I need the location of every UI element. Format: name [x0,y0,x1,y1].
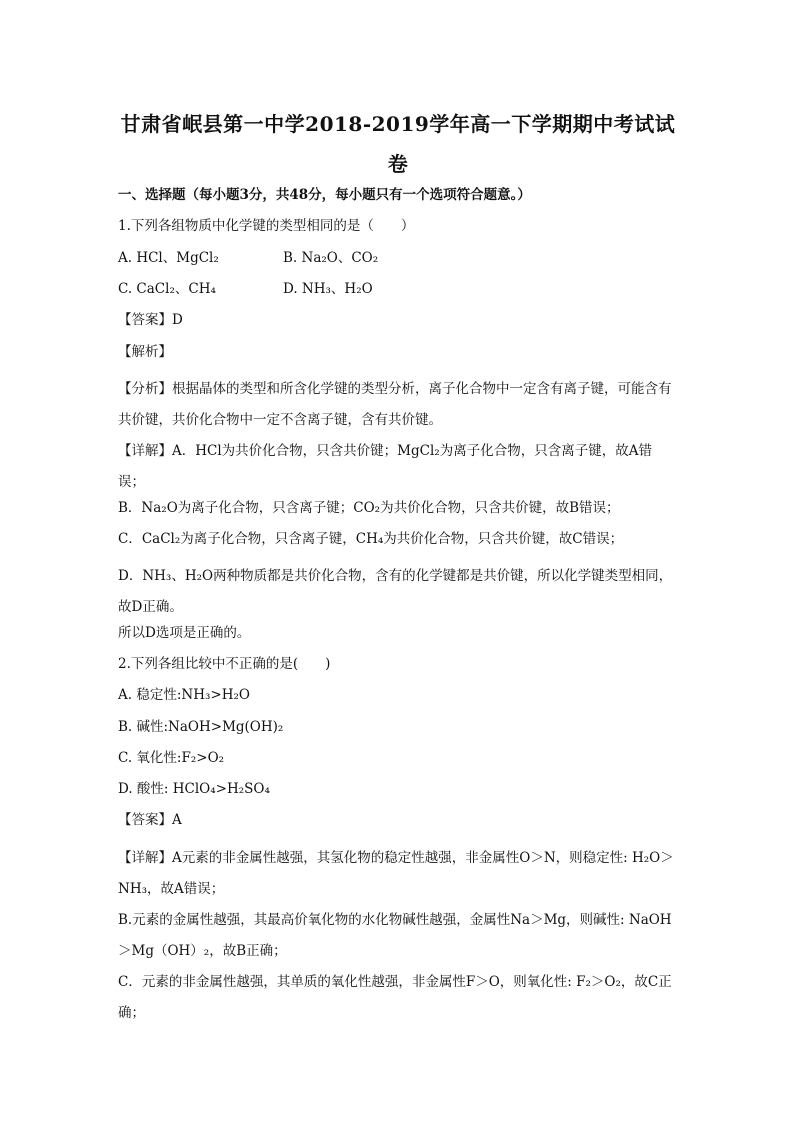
document-title: 甘肃省岷县第一中学2018-2019学年高一下学期期中考试试卷 [120,112,676,176]
q1-conclusion: 所以D选项是正确的。 [118,625,251,641]
q1-options-row-2 [118,280,678,299]
q2-option-b: B. 碱性:NaOH>Mg(OH)₂ [118,719,284,735]
document-page [118,0,678,1123]
q2-option-c: C. 氧化性:F₂>O₂ [118,750,225,766]
q2-detail-c: C．元素的非金属性越强，其单质的氧化性越强，非金属性F＞O，则氧化性: F₂＞O₂，故C正确； [118,974,672,1021]
q2-detail-b: B.元素的金属性越强，其最高价氧化物的水化物碱性越强，金属性Na＞Mg，则碱性: NaOH＞Mg（OH）₂，故B正确； [118,912,672,959]
q1-option-d: D. NH₃、H₂O [283,281,373,297]
q1-options-row-1 [118,249,678,268]
q1-option-b: B. Na₂O、CO₂ [283,250,379,266]
q2-detail-a: 【详解】A元素的非金属性越强，其氢化物的稳定性越强，非金属性O＞N，则稳定性: H₂O＞NH₃，故A错误； [118,850,674,897]
q1-analysis-heading: 【解析】 [118,344,172,360]
q1-option-a: A. HCl、MgCl₂ [118,250,219,266]
q1-detail-b: B．Na₂O为离子化合物，只含离子键；CO₂为共价化合物，只含共价键，故B错误； [118,500,620,516]
q1-detail-d: D．NH₃、H₂O两种物质都是共价化合物，含有的化学键都是共价键，所以化学键类型相同，故D正确。 [118,568,673,615]
q1-detail-a: 【详解】A．HCl为共价化合物，只含共价键；MgCl₂为离子化合物，只含离子键，故A错误； [118,443,652,490]
q1-answer: 【答案】D [118,312,183,328]
q2-stem: 2.下列各组比较中不正确的是( ) [118,656,331,672]
section-heading: 一、选择题（每小题3分，共48分，每小题只有一个选项符合题意。） [118,187,531,203]
q1-option-c: C. CaCl₂、CH₄ [118,281,216,297]
q2-option-a: A. 稳定性:NH₃>H₂O [118,687,250,703]
q1-detail-c: C．CaCl₂为离子化合物，只含离子键，CH₄为共价化合物，只含共价键，故C错误； [118,531,624,547]
q1-stem: 1.下列各组物质中化学键的类型相同的是（ ） [118,218,415,234]
q1-analysis: 【分析】根据晶体的类型和所含化学键的类型分析，离子化合物中一定含有离子键，可能含有共价键，共价化合物中一定不含离子键，含有共价键。 [118,381,672,428]
q2-answer: 【答案】A [118,812,182,828]
q2-option-d: D. 酸性: HClO₄>H₂SO₄ [118,781,270,797]
